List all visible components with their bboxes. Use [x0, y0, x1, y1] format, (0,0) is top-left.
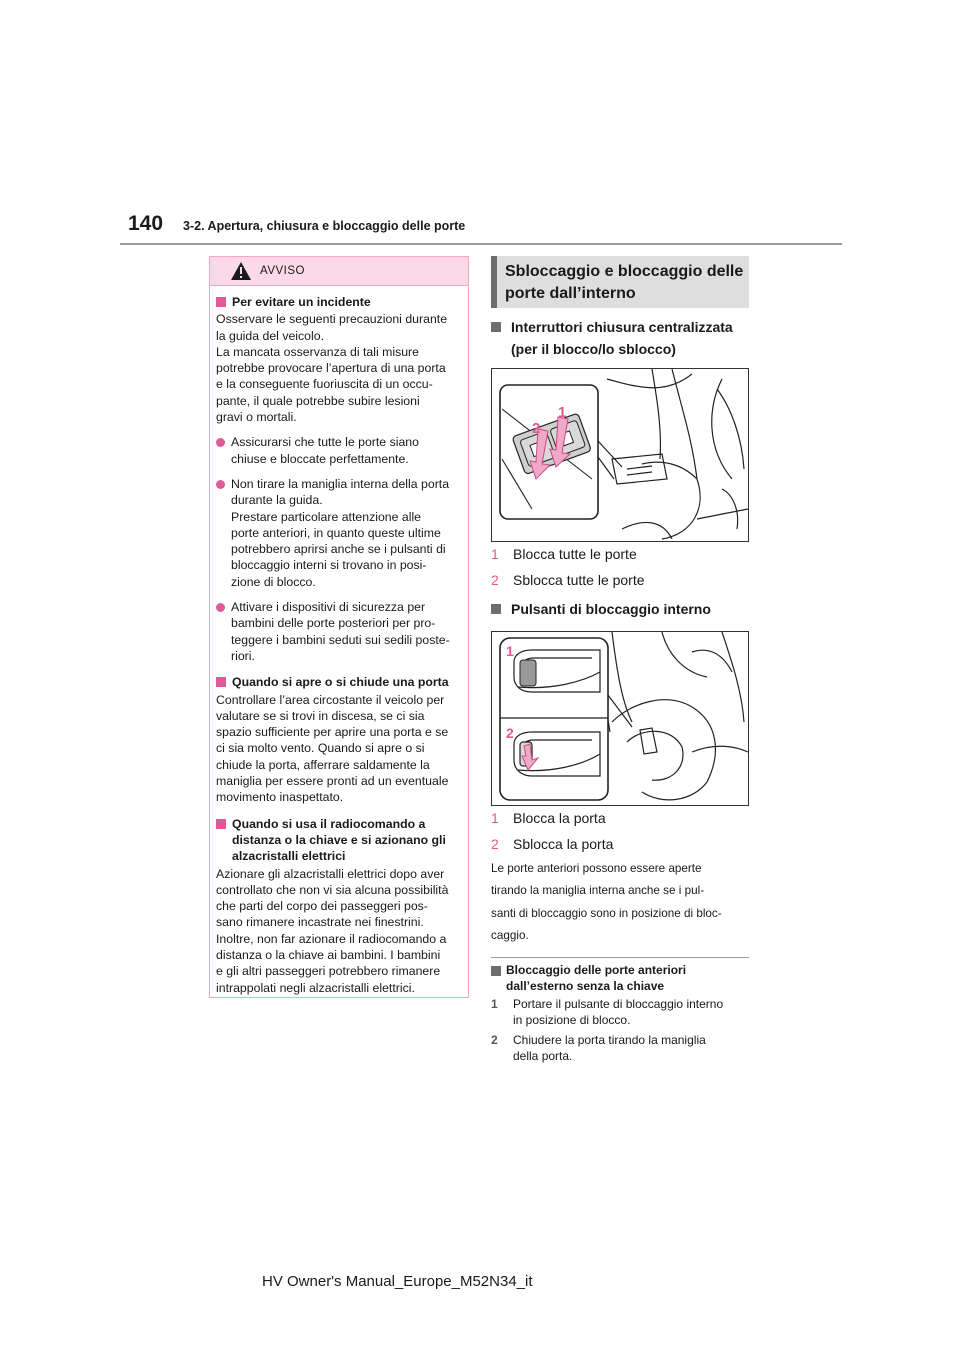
item-text: Blocca tutte le porte: [513, 546, 637, 562]
warning-section-heading: [216, 674, 462, 690]
warning-header: [210, 257, 468, 286]
warning-bullet: [216, 476, 462, 590]
subsection-title: Interruttori chiusura centralizzata (per il blocco/lo sblocco): [511, 319, 733, 357]
item-text: Portare il pulsante di bloccaggio interno in posizione di blocco.: [513, 997, 724, 1027]
inside-lock-button-illustration: [491, 631, 749, 806]
bullet-text: Attivare i dispositivi di sicurezza per bambini delle porte posteriori per pro- teggere i bambini seduti sui sedili poste- riori.: [231, 600, 450, 663]
circle-bullet-icon: [216, 438, 225, 447]
list-item: [491, 836, 613, 852]
warning-bullet: [216, 599, 462, 664]
callout-2: 2: [506, 725, 514, 741]
subsection-heading: [491, 598, 711, 620]
warning-paragraph: Azionare gli alzacristalli elettrici dopo aver controllato che non vi sia alcuna possibilità che parti del corpo dei passeggeri pos- sano rimanere incastrate nei finestrini. Inoltre, non far azionare il radiocomando a distanza o la chiave ai bambini. I bambini e gli altri passeggeri potrebbero rimanere intrappolati negli alzacristalli elettrici.: [216, 866, 449, 995]
square-bullet-icon: [216, 819, 226, 829]
heading-text: Per evitare un incidente: [232, 295, 371, 309]
list-item: [491, 997, 749, 1028]
item-number: 2: [491, 836, 499, 852]
item-text: Chiudere la porta tirando la maniglia della porta.: [513, 1033, 706, 1063]
square-bullet-icon: [216, 677, 226, 687]
list-item: [491, 810, 606, 826]
callout-1: 1: [506, 643, 514, 659]
page-number: 140: [128, 212, 164, 235]
circle-bullet-icon: [216, 603, 225, 612]
circle-bullet-icon: [216, 480, 225, 489]
list-item: [491, 572, 645, 588]
item-text: Blocca la porta: [513, 810, 606, 826]
warning-box: [209, 256, 469, 998]
item-number: 2: [491, 1033, 498, 1047]
item-number: 2: [491, 572, 499, 588]
square-bullet-icon: [491, 966, 501, 976]
item-text: Sblocca tutte le porte: [513, 572, 645, 588]
subsection-heading: [491, 316, 733, 360]
door-lock-switch-illustration: [491, 368, 749, 542]
item-text: Sblocca la porta: [513, 836, 614, 852]
warning-bullet: [216, 434, 462, 467]
callout-1: 1: [558, 404, 567, 421]
chapter-title: 3-2. Apertura, chiusura e bloccaggio delle porte: [183, 219, 466, 233]
warning-paragraph: Osservare le seguenti precauzioni durante la guida del veicolo. La mancata osservanza di tali misure potrebbe provocare l’apertura di una porta e la conseguente fuoriuscita di un occu- pante, il quale potrebbe subire lesioni gravi o mortali.: [216, 312, 448, 425]
note-paragraph: Le porte anteriori possono essere aperte tirando la maniglia interna anche se i pul- santi di bloccaggio sono in posizione di bloc- caggio.: [491, 862, 722, 942]
item-number: 1: [491, 546, 499, 562]
square-bullet-icon: [491, 322, 501, 332]
subsection-title: Bloccaggio delle porte anteriori dall’esterno senza la chiave: [506, 963, 687, 993]
footer-text: HV Owner's Manual_Europe_M52N34_it: [262, 1273, 533, 1290]
warning-section-heading: [216, 816, 462, 865]
heading-text: Quando si usa il radiocomando a distanza o la chiave e si azionano gli alzacristalli elettrici: [232, 816, 446, 864]
section-divider: [491, 957, 749, 958]
warning-body: [216, 294, 462, 996]
warning-paragraph: Controllare l’area circostante il veicolo per valutare se si trovi in discesa, se ci sia spazio sufficiente per aprire una porta e se ci sia molto vento. Quando si apre o si chiude la porta, afferrare saldamente la maniglia per essere pronti ad un eventuale movimento inaspettato.: [216, 692, 449, 805]
list-item: [491, 1033, 749, 1064]
section-title: Sbloccaggio e bloccaggio delle porte dall’interno: [505, 263, 744, 302]
subsection-heading: [491, 963, 749, 994]
square-bullet-icon: [491, 604, 501, 614]
item-number: 1: [491, 810, 499, 826]
list-item: [491, 546, 637, 562]
square-bullet-icon: [216, 297, 226, 307]
warning-title: AVVISO: [260, 265, 305, 277]
header-divider: [120, 243, 842, 245]
callout-2: 2: [532, 420, 541, 437]
warning-triangle-icon: [230, 261, 252, 281]
item-number: 1: [491, 997, 498, 1011]
bullet-text: Non tirare la maniglia interna della porta durante la guida. Prestare particolare attenzione alle porte anteriori, in quanto queste ultime potrebbero aprirsi anche se i pulsanti di bloccaggio interni si trovano in posi- zione di blocco.: [231, 476, 450, 589]
heading-text: Quando si apre o si chiude una porta: [232, 675, 449, 690]
warning-section-heading: [216, 294, 462, 310]
section-header: [491, 256, 749, 308]
subsection-title: Pulsanti di bloccaggio interno: [511, 601, 711, 617]
bullet-text: Assicurarsi che tutte le porte siano chiuse e bloccate perfettamente.: [231, 435, 419, 466]
